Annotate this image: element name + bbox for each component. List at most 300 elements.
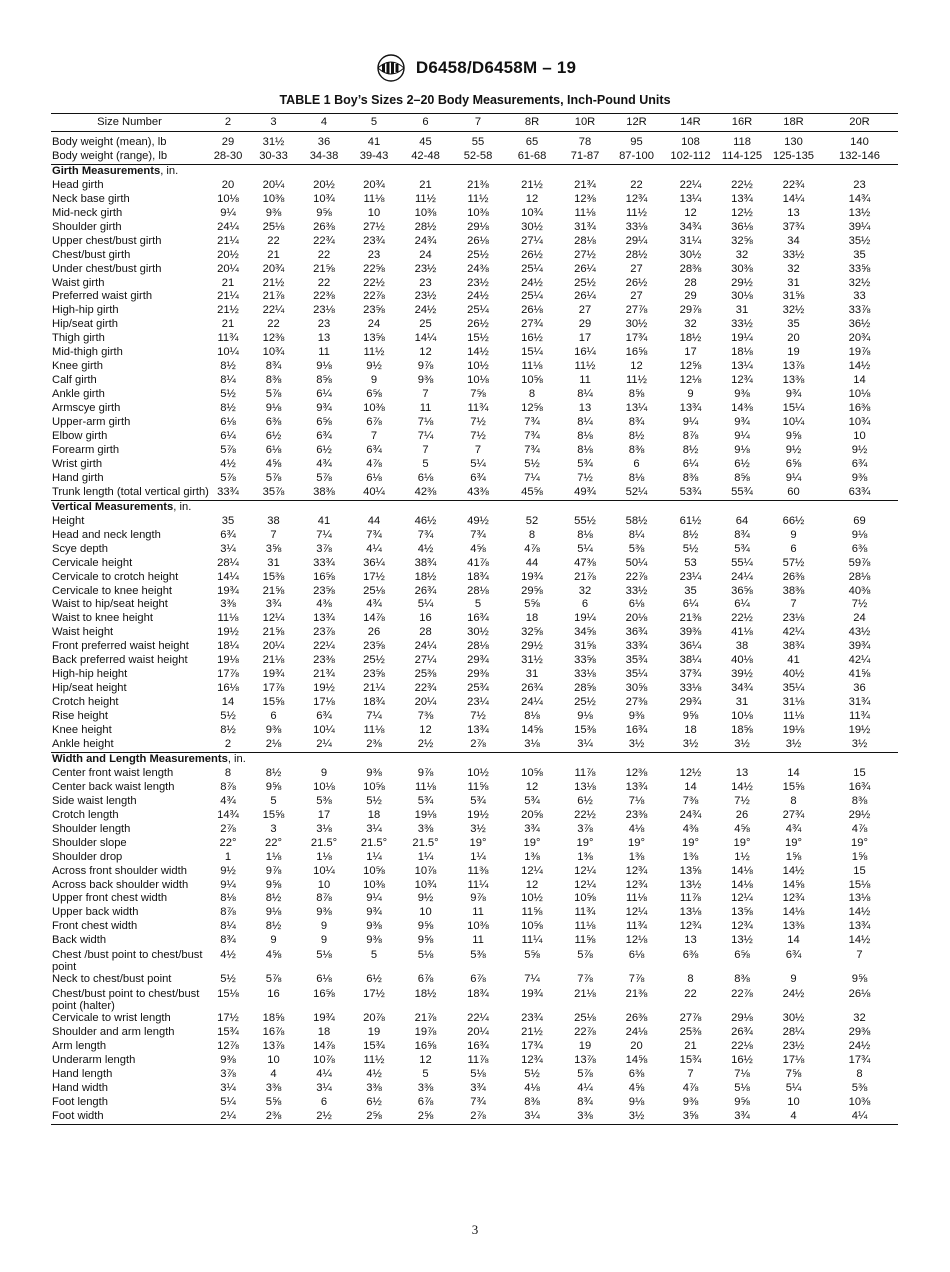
- cell-value: 8¼: [220, 920, 236, 933]
- cell-value: 10⅜: [363, 878, 385, 891]
- cell-value: 6⅜: [851, 542, 868, 555]
- cell-value: 12¼: [574, 878, 596, 891]
- cell-value: 9⅛: [316, 360, 332, 373]
- cell-value: 19⅛: [782, 724, 805, 737]
- cell-value: 4¾: [316, 457, 332, 470]
- cell-value: 29⅞: [679, 304, 702, 317]
- cell-value: 6⅝: [366, 388, 382, 401]
- cell-value: 5: [474, 598, 482, 611]
- row-label: Front preferred waist height: [52, 640, 189, 653]
- cell-value: 19: [787, 346, 800, 359]
- cell-value: 13¾: [731, 192, 753, 205]
- cell-value: 13¾: [467, 724, 489, 737]
- cell-value: 13¼: [679, 192, 702, 205]
- row-label: Mid-neck girth: [52, 206, 123, 219]
- cell-value: 24¾: [679, 808, 702, 821]
- cell-value: 9½: [220, 864, 236, 877]
- cell-value: 12¼: [262, 612, 285, 625]
- cell-value: 13⅜: [782, 374, 805, 387]
- table-row: [51, 529, 898, 543]
- cell-value: 6⅛: [366, 471, 382, 484]
- cell-value: 61½: [679, 514, 702, 527]
- table-row: [51, 1096, 898, 1110]
- cell-value: 13: [317, 332, 331, 345]
- cell-value: 20¼: [262, 640, 285, 653]
- cell-value: 8⅝: [734, 471, 750, 484]
- cell-value: 7⅝: [470, 388, 486, 401]
- cell-value: 41: [367, 136, 381, 148]
- cell-value: 33½: [625, 584, 648, 597]
- cell-value: 7¾: [417, 528, 434, 541]
- cell-value: 22¼: [313, 640, 335, 653]
- cell-value: 14⅝: [521, 724, 543, 737]
- cell-value: 78: [578, 136, 592, 148]
- cell-value: 23⅜: [625, 808, 648, 821]
- cell-value: 21⅞: [414, 1012, 437, 1025]
- cell-value: 20¼: [262, 178, 285, 191]
- cell-value: 7¼: [366, 710, 382, 723]
- cell-value: 9¼: [785, 471, 802, 484]
- cell-value: 23¾: [363, 234, 385, 247]
- cell-value: 4: [270, 1068, 277, 1081]
- cell-value: 23⅜: [313, 654, 335, 667]
- section-header-row: [51, 752, 898, 766]
- cell-value: 21⅝: [262, 626, 285, 639]
- cell-value: 21⅜: [679, 612, 702, 625]
- cell-value: 10⅛: [467, 374, 489, 387]
- cell-value: 20½: [313, 178, 335, 191]
- cell-value: 44: [367, 514, 381, 527]
- cell-value: 40⅜: [848, 584, 871, 597]
- cell-value: 13¾: [313, 612, 335, 625]
- cell-value: 28⅛: [467, 640, 489, 653]
- cell-value: 11¾: [217, 332, 239, 345]
- cell-value: 27½: [363, 220, 385, 233]
- cell-value: 34⅝: [574, 626, 596, 639]
- cell-value: 33⅞: [848, 304, 871, 317]
- cell-value: 25¾: [467, 682, 489, 695]
- cell-value: 19⅛: [414, 808, 437, 821]
- cell-value: 26½: [467, 318, 489, 331]
- cell-value: 7¾: [470, 1095, 486, 1108]
- cell-value: 12¾: [679, 920, 702, 933]
- cell-value: 13½: [848, 206, 871, 219]
- cell-value: 12¾: [731, 920, 753, 933]
- cell-value: 6¼: [734, 598, 750, 611]
- cell-value: 31: [735, 304, 749, 317]
- cell-value: 15¾: [679, 1054, 702, 1067]
- cell-value: 19½: [848, 724, 871, 737]
- cell-value: 3⅜: [366, 1082, 382, 1094]
- cell-value: 10½: [467, 766, 489, 779]
- cell-value: 6: [270, 710, 277, 723]
- cell-value: 5⅝: [524, 949, 540, 962]
- cell-value: 43⅜: [467, 485, 489, 498]
- table-row: [51, 920, 898, 934]
- table-row: [51, 360, 898, 374]
- cell-value: 11⅛: [574, 920, 596, 933]
- cell-value: 12¾: [625, 192, 648, 205]
- cell-value: 24¼: [414, 640, 437, 653]
- cell-value: 9¾: [316, 402, 332, 415]
- cell-value: 6⅞: [470, 973, 486, 986]
- cell-value: 6⅜: [628, 1068, 645, 1081]
- cell-value: 28⅛: [574, 234, 596, 247]
- cell-value: 38⅜: [313, 485, 335, 498]
- cell-value: 13⅞: [574, 1054, 596, 1067]
- cell-value: 19¾: [521, 570, 543, 583]
- cell-value: 3⅝: [265, 542, 282, 555]
- cell-value: 11⅛: [363, 724, 385, 737]
- cell-value: 8⅞: [220, 780, 236, 793]
- cell-value: 21: [221, 276, 235, 289]
- cell-value: 31: [735, 696, 749, 709]
- cell-value: 23⅝: [363, 668, 385, 681]
- cell-value: 27: [578, 304, 592, 317]
- table-header-row: [51, 114, 898, 132]
- cell-value: 3: [270, 822, 277, 835]
- cell-value: 11¼: [521, 934, 543, 947]
- cell-value: 10: [787, 1095, 800, 1108]
- cell-value: 5½: [524, 1068, 540, 1081]
- cell-value: 3¼: [577, 737, 593, 750]
- cell-value: 8¾: [577, 1095, 593, 1108]
- cell-value: 22¾: [313, 234, 335, 247]
- table-row: [51, 277, 898, 291]
- cell-value: 12: [525, 192, 539, 205]
- cell-value: 102-112: [670, 149, 711, 162]
- cell-value: 22: [317, 248, 331, 261]
- cell-value: 5½: [524, 457, 540, 470]
- cell-value: 4⅝: [470, 542, 486, 555]
- cell-value: 14¾: [217, 808, 239, 821]
- cell-value: 10⅝: [521, 920, 543, 933]
- cell-value: 1¼: [417, 850, 434, 863]
- section-header-row: [51, 500, 898, 514]
- cell-value: 9: [790, 973, 797, 986]
- cell-value: 41⅛: [731, 626, 753, 639]
- cell-value: 27¾: [521, 318, 543, 331]
- cell-value: 21: [419, 178, 432, 191]
- cell-value: 32½: [848, 276, 871, 289]
- cell-value: 14: [221, 696, 235, 709]
- cell-value: 52¼: [625, 485, 648, 498]
- table-row: [51, 571, 898, 585]
- table-row: [51, 416, 898, 430]
- table-title: TABLE 1 Boy’s Sizes 2–20 Body Measurements, Inch-Pound Units: [279, 93, 671, 107]
- cell-value: 2⅞: [220, 822, 236, 835]
- table-row: [51, 879, 898, 893]
- table-row: [51, 207, 898, 221]
- cell-value: 4⅜: [316, 598, 332, 611]
- cell-value: 38⅜: [782, 584, 805, 597]
- cell-value: 5⅜: [316, 794, 332, 807]
- cell-value: 13⅛: [848, 892, 871, 905]
- cell-value: 24⅜: [467, 262, 489, 275]
- section-title: Girth Measurements, in.: [51, 164, 898, 178]
- cell-value: 6¾: [366, 443, 382, 456]
- cell-value: 15: [853, 766, 866, 779]
- cell-value: 14⅝: [782, 878, 805, 891]
- cell-value: 55¾: [731, 485, 753, 498]
- cell-value: 7½: [470, 430, 486, 443]
- cell-value: 27¼: [521, 234, 543, 247]
- table-row: [51, 304, 898, 318]
- cell-value: 41⅝: [848, 668, 871, 681]
- cell-value: 28⅛: [467, 584, 489, 597]
- cell-value: 9⅛: [577, 710, 593, 723]
- cell-value: 12¼: [574, 864, 596, 877]
- cell-value: 4⅝: [734, 822, 750, 835]
- cell-value: 35: [853, 248, 866, 261]
- table-row: [51, 823, 898, 837]
- table-row: [51, 388, 898, 402]
- row-label: Body weight (mean), lb: [52, 136, 167, 148]
- cell-value: 118: [733, 136, 751, 148]
- cell-value: 9⅝: [417, 920, 434, 933]
- cell-value: 16⅝: [313, 570, 335, 583]
- row-label: Armscye girth: [52, 402, 121, 415]
- cell-value: 39-43: [359, 149, 389, 162]
- cell-value: 29⅛: [467, 220, 489, 233]
- cell-value: 9⅛: [265, 402, 282, 415]
- cell-value: 1¼: [470, 850, 486, 863]
- cell-value: 9¾: [734, 416, 750, 429]
- cell-value: 15⅝: [262, 696, 285, 709]
- table-row: [51, 318, 898, 332]
- cell-value: 7: [856, 949, 863, 962]
- table-row: [51, 374, 898, 388]
- cell-value: 28½: [625, 248, 648, 261]
- cell-value: 13¼: [625, 402, 648, 415]
- cell-value: 22½: [731, 612, 753, 625]
- cell-value: 22°: [265, 836, 282, 849]
- cell-value: 31: [525, 668, 539, 681]
- cell-value: 11⅛: [626, 892, 647, 905]
- cell-value: 21⅝: [262, 584, 285, 597]
- row-label: Cervicale to crotch height: [52, 570, 179, 583]
- cell-value: 8½: [220, 724, 236, 737]
- cell-value: 8: [528, 528, 536, 541]
- table-row: [51, 1054, 898, 1068]
- cell-value: 27⅞: [625, 304, 648, 317]
- cell-value: 33⅛: [625, 220, 648, 233]
- cell-value: 1½: [734, 850, 750, 863]
- cell-value: 38: [735, 640, 749, 653]
- astm-logo-icon: [374, 53, 408, 83]
- cell-value: 18½: [414, 570, 437, 583]
- cell-value: 6¼: [316, 388, 332, 401]
- cell-value: 36⅝: [731, 584, 753, 597]
- cell-value: 32: [853, 1012, 866, 1025]
- cell-value: 3¼: [504, 1110, 560, 1124]
- cell-value: 9⅜: [366, 766, 382, 779]
- row-label: Knee height: [52, 724, 112, 737]
- cell-value: 7½: [470, 710, 486, 723]
- row-label: Hip/seat height: [52, 682, 127, 695]
- cell-value: 9⅞: [470, 892, 486, 905]
- cell-value: 69: [853, 514, 866, 527]
- row-label: Head girth: [52, 178, 104, 191]
- row-label: Head and neck length: [52, 528, 161, 541]
- cell-value: 10⅜: [467, 920, 489, 933]
- cell-value: 33⅛: [574, 668, 596, 681]
- cell-value: 31: [787, 276, 800, 289]
- cell-value: 8⅜: [265, 374, 282, 387]
- cell-value: 13½: [731, 934, 753, 947]
- cell-value: 18¼: [217, 640, 239, 653]
- cell-value: 24½: [782, 988, 805, 1001]
- cell-value: 9½: [417, 892, 434, 905]
- cell-value: 28-30: [213, 149, 243, 162]
- cell-value: 14: [684, 780, 697, 793]
- cell-value: 3½: [785, 737, 802, 750]
- table-row: [51, 973, 898, 987]
- cell-value: 20¼: [217, 262, 239, 275]
- cell-value: 11⅝: [521, 906, 543, 919]
- cell-value: 53: [684, 556, 697, 569]
- cell-value: 7⅛: [417, 416, 434, 429]
- cell-value: 16¾: [848, 780, 871, 793]
- cell-value: 9¾: [785, 388, 802, 401]
- cell-value: 40⅛: [731, 654, 753, 667]
- cell-value: 114-125: [721, 149, 763, 162]
- cell-value: 15½: [467, 332, 489, 345]
- row-label: Upper front chest width: [52, 892, 168, 905]
- cell-value: 26⅛: [521, 304, 543, 317]
- cell-value: 11⅜: [467, 864, 489, 877]
- cell-value: 19°: [523, 836, 541, 849]
- cell-value: 14: [787, 766, 800, 779]
- cell-value: 2¼: [316, 737, 332, 750]
- cell-value: 25½: [574, 276, 596, 289]
- row-label: Preferred waist girth: [52, 290, 153, 303]
- cell-value: 35: [787, 318, 800, 331]
- table-row: [51, 892, 898, 906]
- cell-value: 9½: [366, 360, 382, 373]
- cell-value: 9⅜: [265, 206, 282, 219]
- cell-value: 8⅜: [682, 471, 699, 484]
- cell-value: 18⅛: [731, 346, 753, 359]
- cell-value: 50¼: [625, 556, 648, 569]
- cell-value: 6⅞: [417, 973, 434, 986]
- cell-value: 58½: [625, 514, 648, 527]
- cell-value: 9½: [785, 443, 802, 456]
- cell-value: 16⅞: [262, 1026, 285, 1039]
- cell-value: 9¾: [366, 906, 382, 919]
- cell-value: 25⅛: [262, 220, 285, 233]
- cell-value: 20¾: [848, 332, 871, 345]
- table-row: [51, 710, 898, 724]
- row-label: Calf girth: [52, 374, 97, 387]
- cell-value: 14: [787, 934, 800, 947]
- cell-value: 35: [221, 514, 235, 527]
- cell-value: 5¼: [220, 1095, 236, 1108]
- cell-value: 5¾: [524, 794, 540, 807]
- cell-value: 23⅛: [313, 304, 335, 317]
- cell-value: 6½: [316, 443, 332, 456]
- cell-value: 140: [850, 136, 869, 148]
- table-row: [51, 557, 898, 571]
- cell-value: 13¾: [625, 780, 648, 793]
- table-row: [51, 654, 898, 668]
- column-header-size: 4: [299, 114, 349, 132]
- cell-value: 29½: [731, 276, 753, 289]
- cell-value: 5⅞: [220, 443, 236, 456]
- cell-value: 7¾: [470, 528, 486, 541]
- cell-value: 11⅛: [217, 612, 239, 625]
- cell-value: 3½: [628, 737, 645, 750]
- row-label: Rise height: [52, 710, 108, 723]
- cell-value: 10⅛: [313, 780, 335, 793]
- cell-value: 13⅝: [363, 332, 385, 345]
- cell-value: 34¾: [679, 220, 702, 233]
- cell-value: 9¼: [220, 206, 236, 219]
- cell-value: 25⅛: [363, 584, 385, 597]
- cell-value: 7: [270, 528, 277, 541]
- cell-value: 10¼: [313, 724, 335, 737]
- column-header-size: 6: [399, 114, 452, 132]
- table-row: [51, 948, 898, 973]
- cell-value: 28⅛: [848, 570, 871, 583]
- cell-value: 5½: [682, 542, 699, 555]
- cell-value: 16¼: [574, 346, 596, 359]
- cell-value: 12⅜: [574, 192, 596, 205]
- cell-value: 36¼: [363, 556, 385, 569]
- cell-value: 4⅞: [851, 822, 868, 835]
- cell-value: 8⅜: [524, 1095, 540, 1108]
- cell-value: 21½: [262, 276, 285, 289]
- cell-value: 31⅛: [782, 696, 805, 709]
- table-row: [51, 795, 898, 809]
- cell-value: 9⅜: [316, 906, 332, 919]
- cell-value: 32: [578, 584, 592, 597]
- cell-value: 33¾: [217, 485, 239, 498]
- cell-value: 11½: [363, 1054, 385, 1067]
- cell-value: 14⅛: [731, 878, 753, 891]
- cell-value: 2⅛: [265, 737, 282, 750]
- cell-value: 1⅛: [316, 850, 332, 863]
- cell-value: 26⅜: [625, 1012, 648, 1025]
- row-label: Wrist girth: [52, 457, 103, 470]
- cell-value: 25⅛: [574, 1012, 596, 1025]
- cell-value: 9¼: [366, 892, 382, 905]
- cell-value: 57½: [782, 556, 805, 569]
- cell-value: 22⅛: [731, 1040, 753, 1053]
- cell-value: 11½: [626, 374, 647, 387]
- cell-value: 14½: [848, 906, 871, 919]
- cell-value: 24½: [848, 1040, 871, 1053]
- cell-value: 8: [790, 794, 797, 807]
- cell-value: 5¼: [785, 1082, 802, 1094]
- cell-value: 24¾: [414, 234, 437, 247]
- cell-value: 12⅜: [262, 332, 285, 345]
- cell-value: 19°: [733, 836, 751, 849]
- cell-value: 1⅛: [265, 850, 282, 863]
- cell-value: 9¼: [682, 416, 699, 429]
- row-label: Waist girth: [52, 276, 105, 289]
- row-label: Hand girth: [52, 471, 104, 484]
- cell-value: 10⅞: [414, 864, 437, 877]
- cell-value: 22¼: [467, 1012, 489, 1025]
- cell-value: 23½: [782, 1040, 805, 1053]
- table-row: [51, 332, 898, 346]
- cell-value: 6⅜: [682, 949, 699, 962]
- cell-value: 5: [422, 1068, 429, 1081]
- cell-value: 2⅝: [349, 1110, 399, 1124]
- row-label: Ankle girth: [52, 388, 105, 401]
- cell-value: 6⅝: [785, 457, 802, 470]
